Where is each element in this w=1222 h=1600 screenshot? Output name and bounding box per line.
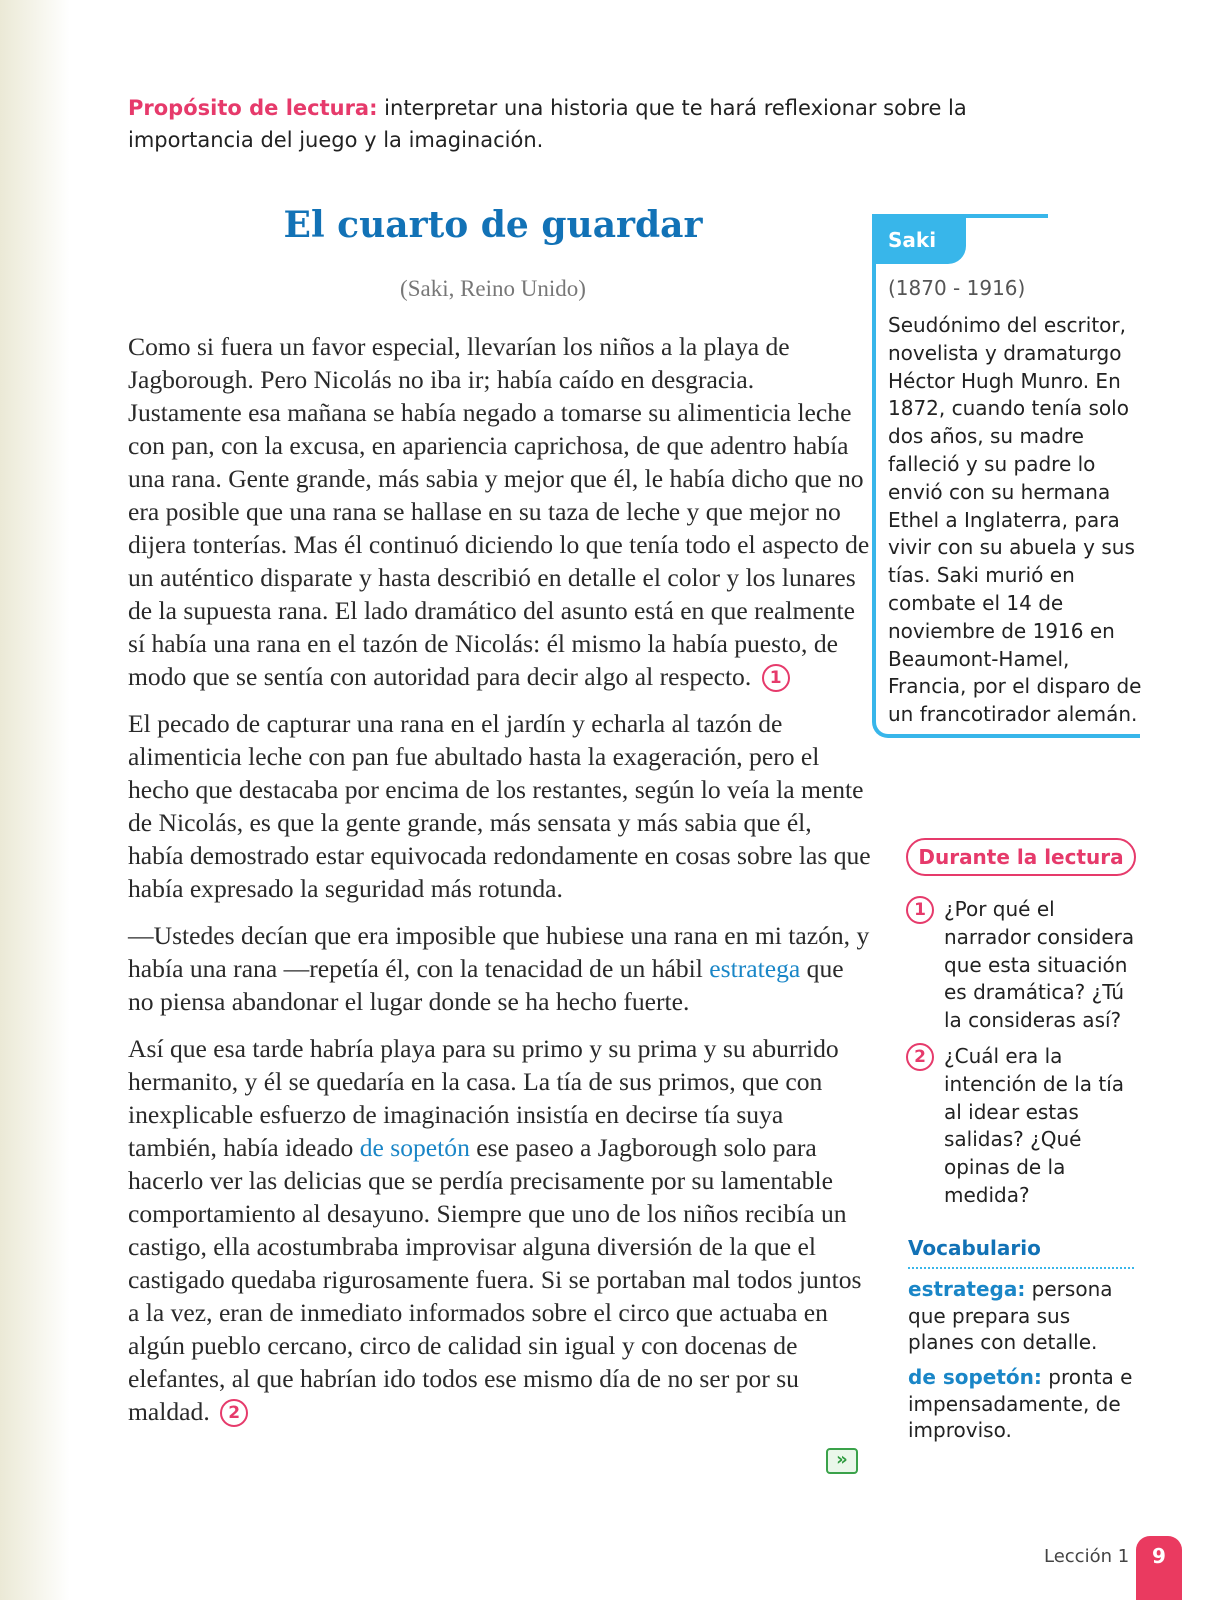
vocab-word-de-sopeton[interactable]: de sopetón: [359, 1133, 470, 1162]
question-1-number: 1: [906, 896, 934, 924]
author-name-tab: Saki: [872, 214, 966, 264]
vocabulary-term-1: estratega:: [908, 1277, 1026, 1301]
story-title: El cuarto de guardar: [283, 204, 703, 246]
paragraph-1-text: Como si fuera un favor especial, llevarían los niños a la playa de Jagborough. Pero Nicolás no iba ir; había caído en desgracia. Justamente esa mañana se había negado a tomarse su alimenticia leche con pan, con la excusa, en apariencia caprichosa, de que adentro había una rana. Gente grande, más sabia y mejor que él, le había dicho que no era posible que una rana se hallase en su taza de leche y que mejor no dijera tonterías. Mas él continuó diciendo lo que tenía todo el aspecto de un auténtico disparate y hasta describió en detalle el color y los lunares de la supuesta rana. El lado dramático del asunto está en que realmente sí había una rana en el tazón de Nicolás: él mismo la había puesto, de modo que se sentía con autoridad para decir algo al respecto.: [128, 332, 870, 691]
vocabulary-entry-2: [908, 1364, 1140, 1444]
question-1-text: ¿Por qué el narrador considera que esta situación es dramática? ¿Tú la consideras así?: [944, 897, 1135, 1033]
author-bio: Seudónimo del escritor, novelista y dramaturgo Héctor Hugh Munro. En 1872, cuando tenía solo dos años, su madre falleció y su padre lo envió con su hermana Ethel a Inglaterra, para vivir con su abuela y sus tías. Saki murió en combate el 14 de noviembre de 1916 en Beaumont-Hamel, Francia, por el disparo de un francotirador alemán.: [888, 313, 1142, 727]
paragraph-3-text-after: que no piensa abandonar el lugar donde se ha hecho fuerte.: [128, 954, 844, 1016]
story-paragraph-1: [128, 330, 873, 693]
question-2-number: 2: [906, 1043, 934, 1071]
continue-icon[interactable]: »: [826, 1448, 858, 1474]
question-marker-2[interactable]: 2: [220, 1399, 248, 1427]
story-paragraph-2: El pecado de capturar una rana en el jardín y echarla al tazón de alimenticia leche con pan fue abultado hasta la exageración, pero el hecho que destacaba por encima de los restantes, según lo veía la mente de Nicolás, es que la gente grande, más sensata y más sabia que él, había demostrado estar equivocada redondamente en cosas sobre las que había expresado la seguridad más rotunda.: [128, 709, 871, 903]
vocabulary-title: Vocabulario: [908, 1236, 1041, 1260]
paragraph-4-text-after: ese paseo a Jagborough solo para hacerlo ver las delicias que se perdía precisamente por su lamentable comportamiento al desayuno. Siempre que uno de los niños recibía un castigo, ella acostumbraba improvisar alguna diversión de la que el castigado quedaba rigurosamente fuera. Si se portaban mal todos juntos a la vez, eran de inmediato informados sobre el circo que actuaba en algún pueblo cercano, circo de calidad sin igual y con docenas de elefantes, al que habrían ido todos ese mismo día de no ser por su maldad.: [128, 1133, 862, 1426]
vocabulary-divider: [908, 1267, 1134, 1269]
question-1: [906, 896, 1146, 1046]
vocabulary-definition-1: persona que prepara sus planes con detalle.: [908, 1277, 1113, 1354]
reading-purpose: [128, 92, 988, 156]
story-paragraph-3: [128, 919, 873, 1018]
lesson-label: Lección 1: [1044, 1546, 1130, 1567]
story-paragraph-4: [128, 1032, 873, 1428]
vocabulary-definition-2: pronta e impensadamente, de improviso.: [908, 1365, 1133, 1442]
reading-purpose-label: Propósito de lectura:: [128, 96, 378, 120]
story-byline: (Saki, Reino Unido): [400, 276, 586, 301]
during-reading-badge: Durante la lectura: [906, 838, 1136, 876]
story-body: [128, 330, 873, 1442]
page-spine-shadow: [0, 0, 70, 1600]
question-marker-1[interactable]: 1: [762, 664, 790, 692]
question-2: [906, 1043, 1146, 1207]
author-years: (1870 - 1916): [888, 276, 1026, 300]
question-2-text: ¿Cuál era la intención de la tía al idear estas salidas? ¿Qué opinas de la medida?: [944, 1044, 1125, 1207]
paragraph-3-text-before: —Ustedes decían que era imposible que hubiese una rana en mi tazón, y había una rana —repetía él, con la tenacidad de un hábil: [128, 921, 870, 983]
paragraph-4-text-before: Así que esa tarde habría playa para su primo y su prima y su aburrido hermanito, y él se quedaría en la casa. La tía de sus primos, que con inexplicable esfuerzo de imaginación insistía en decirse tía suya también, había ideado: [128, 1034, 839, 1162]
vocabulary-term-2: de sopetón:: [908, 1365, 1042, 1389]
vocab-word-estratega[interactable]: estratega: [709, 954, 801, 983]
page-number: 9: [1136, 1536, 1182, 1600]
vocabulary-entry-1: [908, 1276, 1140, 1356]
reading-purpose-text: interpretar una historia que te hará reflexionar sobre la importancia del juego y la imaginación.: [128, 96, 967, 152]
